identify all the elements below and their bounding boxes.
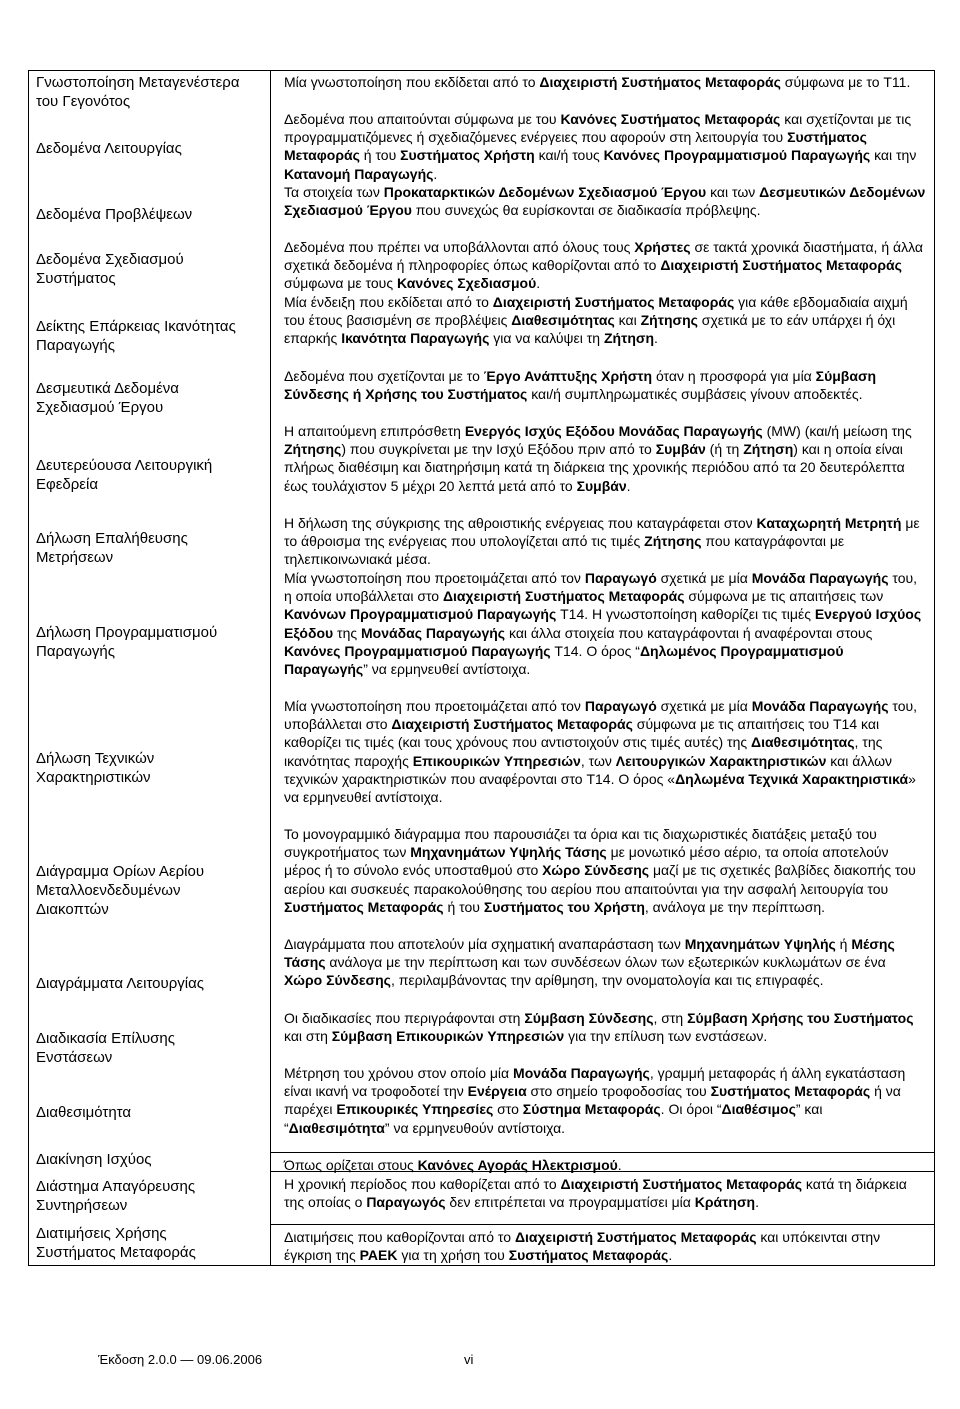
defined-term: Σύμβαση Χρήσης του Συστήματος	[687, 1010, 914, 1026]
definition-text: με το άθροισμα της ενέργειας που υπολογίζεται από τις τιμές	[284, 515, 920, 550]
glossary-term: Διάγραμμα Ορίων Αερίου Μεταλλοενδεδυμένων Διακοπτών	[36, 863, 205, 918]
definition-text: για να καλύψει τη	[489, 330, 604, 347]
definition-text: ανάλογα με την περίπτωση και των συνδέσεων όλων των εξωτερικών κυκλωμάτων σε ένα	[325, 954, 886, 971]
definition-text: , στη	[653, 1010, 688, 1026]
definition-text: Το μονογραμμικό διάγραμμα που παρουσιάζει τα όρια και τις διαχωριστικές διατάξεις μεταξύ του συγκροτήματος των	[284, 826, 877, 861]
definition-text: Η απαιτούμενη επιπρόσθετη	[284, 423, 465, 439]
defined-term: Δηλωμένος Προγραμματισμού Παραγωγής	[284, 642, 844, 678]
defined-term: Συστήματος Μεταφοράς	[284, 898, 444, 915]
defined-term: Συμβάν	[655, 441, 706, 458]
defined-term: Χώρο Σύνδεσης	[284, 972, 391, 989]
definition-text: Η χρονική περίοδος που καθορίζεται από το	[284, 1176, 561, 1192]
defined-term: Ζήτησης	[644, 533, 702, 550]
defined-term: Σύμβαση Σύνδεσης	[524, 1010, 654, 1026]
glossary-term: Διατιμήσεις Χρήσης Συστήματος Μεταφοράς	[36, 1225, 196, 1261]
glossary-term: Δεδομένα Προβλέψεων	[36, 206, 193, 223]
definition-text: Μία γνωστοποίηση που εκδίδεται από το	[284, 74, 540, 90]
glossary-definition	[284, 183, 926, 219]
definition-text: Δεδομένα που σχετίζονται με το	[284, 368, 484, 384]
definition-text: ) και η οποία είναι πλήρως διαθέσιμη και διατηρήσιμη κατά τη διάρκεια της χρονικής περιόδου από τα 20 δευτερόλεπτα έως τουλάχιστον 5 μέχρι 20 λεπτά μετά από το	[284, 441, 905, 494]
defined-term: Ζήτηση	[603, 330, 655, 347]
defined-term: Ζήτησης	[640, 312, 698, 329]
definition-text: (ή τη	[705, 441, 744, 458]
definition-text: σχετικά με μία	[656, 570, 752, 586]
definition-text: για την επίλυση των ενστάσεων.	[564, 1028, 768, 1045]
definition-text: .	[755, 1194, 759, 1211]
defined-term: Διαθεσιμότητας	[511, 312, 615, 329]
glossary-term: Διαγράμματα Λειτουργίας	[36, 975, 204, 992]
glossary-definition	[284, 1064, 926, 1137]
definition-text: και/ή συμπληρωματικές συμβάσεις γίνουν αποδεκτές.	[527, 386, 863, 403]
column-divider	[270, 70, 271, 1266]
definition-text: ή να παρέχει	[284, 1083, 901, 1118]
definition-text: .	[433, 165, 438, 182]
glossary-definition	[284, 569, 926, 678]
definition-text: . Οι όροι “	[660, 1101, 722, 1118]
definition-text: σε τακτά χρονικά διαστήματα, ή άλλα σχετικά δεδομένα ή πληροφορίες όπως καθορίζονται από το	[284, 239, 923, 274]
defined-term: Διαχειριστή Συστήματος Μεταφοράς	[391, 716, 633, 733]
defined-term: Ενεργού Ισχύος Εξόδου	[284, 606, 922, 641]
glossary-term: Δήλωση Επαλήθευσης Μετρήσεων	[36, 530, 188, 566]
definition-text: ” και “	[284, 1101, 823, 1136]
defined-term: Διαχειριστή Συστήματος Μεταφοράς	[660, 257, 902, 274]
definition-text: και/ή τους	[534, 147, 604, 164]
definition-text: κατά τη διάρκεια της οποίας ο	[284, 1176, 907, 1211]
definition-text: και των	[706, 184, 760, 200]
definition-text: , της ικανότητας παροχής	[284, 734, 883, 769]
definition-text: με μονωτικό μέσο αέριο, τα οποία αποτελούν μέρος ή το σύνολο ενός υποσταθμού στο	[284, 844, 889, 879]
defined-term: Συμβάν	[576, 477, 627, 494]
defined-term: Επικουρικές Υπηρεσίες	[336, 1101, 494, 1118]
defined-term: Καταχωρητή Μετρητή	[756, 515, 902, 531]
glossary-definition	[284, 1156, 926, 1174]
definition-text: , περιλαμβάνοντας την αρίθμηση, την ονοματολογία και τις επιγραφές.	[390, 972, 824, 989]
defined-term: Χώρο Σύνδεσης	[542, 862, 650, 879]
defined-term: Παραγωγός	[366, 1194, 446, 1211]
definition-text: Οι διαδικασίες που περιγράφονται στη	[284, 1010, 525, 1026]
definition-text: T14. Η γνωστοποίηση καθορίζει τις τιμές	[556, 606, 815, 623]
glossary-definition	[284, 73, 926, 91]
glossary-term: Δήλωση Τεχνικών Χαρακτηριστικών	[36, 750, 155, 786]
glossary-term: Γνωστοποίηση Μεταγενέστερα του Γεγονότος	[36, 74, 240, 110]
glossary-term: Διακίνηση Ισχύος	[36, 1151, 152, 1168]
defined-term: Δεσμευτικών Δεδομένων Σχεδιασμού Έργου	[284, 184, 926, 219]
definition-text: για κάθε εβδομαδιαία αιχμή του έτους βασισμένη σε προβλέψεις	[284, 294, 908, 329]
glossary-term: Δεσμευτικά Δεδομένα Σχεδιασμού Έργου	[36, 380, 179, 416]
definition-text: , ανάλογα με την περίπτωση.	[644, 898, 826, 915]
glossary-term: Δήλωση Προγραμματισμού Παραγωγής	[36, 624, 218, 660]
row-separator	[271, 1152, 934, 1153]
defined-term: ΡΑΕΚ	[359, 1247, 398, 1264]
definition-text: Μία ένδειξη που εκδίδεται από το	[284, 294, 493, 310]
defined-term: Διαθεσιμότητας	[751, 734, 855, 751]
defined-term: Σύμβαση Επικουρικών Υπηρεσιών	[331, 1028, 565, 1045]
definition-text: (MW) (και/ή μείωση της	[762, 423, 912, 439]
defined-term: Κανόνες Προγραμματισμού Παραγωγής	[603, 147, 871, 164]
definition-text: και υπόκεινται στην έγκριση της	[284, 1229, 881, 1264]
definition-text: Διαγράμματα που αποτελούν μία σχηματική αναπαράσταση των	[284, 936, 685, 952]
defined-term: Διαθέσιμος	[721, 1101, 796, 1118]
defined-term: Διαχειριστή Συστήματος Μεταφοράς	[492, 294, 735, 310]
definition-text: Μία γνωστοποίηση που προετοιμάζεται από τον	[284, 698, 585, 714]
glossary-definition	[284, 110, 926, 183]
defined-term: Κανόνες Σχεδιασμού	[396, 275, 537, 292]
defined-term: Μηχανημάτων Υψηλής Τάσης	[410, 844, 607, 861]
defined-term: Διαχειριστή Συστήματος Μεταφοράς	[514, 1229, 757, 1245]
defined-term: Κανόνες Προγραμματισμού Παραγωγής	[284, 642, 551, 659]
defined-term: Μηχανημάτων Υψηλής	[684, 936, 836, 952]
defined-term: Ζήτηση	[743, 441, 794, 458]
definition-text: Μία γνωστοποίηση που προετοιμάζεται από τον	[284, 570, 585, 586]
glossary-definition	[284, 238, 926, 293]
defined-term: Συστήματος Μεταφοράς	[508, 1247, 669, 1264]
defined-term: Κανόνες Συστήματος Μεταφοράς	[560, 111, 781, 127]
definition-text: ) που συγκρίνεται με την Ισχύ Εξόδου πριν από το	[341, 441, 656, 458]
defined-term: Προκαταρκτικών Δεδομένων Σχεδιασμού Έργου	[383, 184, 707, 200]
definition-text: σχετικά με το εάν υπάρχει ή όχι επαρκής	[284, 312, 896, 347]
glossary-definition	[284, 367, 926, 403]
definition-text: στο σημείο τροφοδοσίας του	[526, 1083, 711, 1100]
definition-text: .	[654, 330, 658, 347]
definition-text: για τη χρήση του	[397, 1247, 509, 1264]
glossary-term: Διαθεσιμότητα	[36, 1104, 132, 1121]
definition-text: και την	[870, 147, 917, 164]
definition-text: ” να ερμηνευθούν αντίστοιχα.	[384, 1119, 566, 1136]
definition-text: που καταγράφονται με τηλεπικοινωνιακά μέσα.	[284, 533, 845, 568]
definition-text: και άλλα στοιχεία που καταγράφονται ή αναφέρονται στους	[505, 624, 873, 641]
definition-text: ή του	[443, 898, 484, 915]
defined-term: Διαχειριστή Συστήματος Μεταφοράς	[442, 588, 685, 605]
definition-text: Δεδομένα που πρέπει να υποβάλλονται από όλους τους	[284, 239, 635, 255]
definition-text: » να ερμηνευθεί αντίστοιχα.	[284, 770, 916, 806]
definition-text: ή του	[359, 147, 401, 164]
defined-term: Παραγωγό	[584, 698, 657, 714]
defined-term: Συστήματος Χρήστη	[400, 147, 535, 164]
defined-term: Χρήστες	[634, 239, 691, 255]
defined-term: Σύμβαση Σύνδεσης ή Χρήσης του Συστήματος	[284, 368, 877, 403]
defined-term: Ενεργός Ισχύς Εξόδου Μονάδας Παραγωγής	[464, 423, 763, 439]
glossary-definition	[284, 935, 926, 990]
definition-text: .	[668, 1247, 673, 1264]
definition-text: που συνεχώς θα ευρίσκονται σε διαδικασία πρόβλεψης.	[411, 202, 761, 219]
definition-text: μαζί με τις σχετικές βαλβίδες διακοπής του αερίου και συσκευές παρακολούθησης του αερίου που απαιτούνται για την ασφαλή λειτουργία του	[284, 862, 916, 897]
definition-text: όταν η προσφορά για μία	[652, 368, 816, 384]
definition-text: .	[626, 477, 631, 494]
glossary-term: Δεδομένα Λειτουργίας	[36, 140, 182, 157]
glossary-definition	[284, 1228, 926, 1264]
definition-text: .	[536, 275, 541, 292]
definition-text: Διατιμήσεις που καθορίζονται από το	[284, 1229, 515, 1245]
defined-term: Ζήτησης	[284, 441, 342, 458]
definition-text: του, η οποία υποβάλλεται στο	[284, 570, 918, 605]
definition-text: Η δήλωση της σύγκρισης της αθροιστικής ενέργειας που καταγράφεται στον	[284, 515, 757, 531]
defined-term: Κανόνων Προγραμματισμού Παραγωγής	[284, 606, 557, 623]
defined-term: Συστήματος Μεταφοράς	[284, 129, 867, 164]
row-separator	[271, 1224, 934, 1225]
glossary-definition	[284, 697, 926, 806]
definition-text: Δεδομένα που απαιτούνται σύμφωνα με του	[284, 111, 561, 127]
defined-term: Λειτουργικών Χαρακτηριστικών	[615, 752, 827, 769]
defined-term: Μονάδας Παραγωγής	[361, 624, 506, 641]
definition-text: δεν επιτρέπεται να προγραμματίσει μία	[445, 1194, 695, 1211]
glossary-term: Δείκτης Επάρκειας Ικανότητας Παραγωγής	[36, 318, 236, 354]
defined-term: Σύστημα Μεταφοράς	[522, 1101, 661, 1118]
defined-term: Δηλωμένα Τεχνικά Χαρακτηριστικά	[675, 770, 909, 787]
defined-term: Παραγωγό	[584, 570, 657, 586]
glossary-term: Δευτερεύουσα Λειτουργική Εφεδρεία	[36, 457, 213, 493]
definition-text: , γραμμή μεταφοράς ή άλλη εγκατάσταση είναι ικανή να τροφοδοτεί την	[284, 1065, 906, 1100]
definition-text: σχετικά με μία	[656, 698, 752, 714]
page-number: vi	[464, 1352, 474, 1367]
definition-text: , των	[580, 752, 616, 769]
definition-text: του, υποβάλλεται στο	[284, 698, 918, 733]
defined-term: Κανόνες Αγοράς Ηλεκτρισμού	[417, 1157, 618, 1173]
defined-term: Μονάδα Παραγωγής	[513, 1065, 650, 1081]
glossary-definition	[284, 422, 926, 495]
glossary-definition	[284, 825, 926, 916]
definition-text: ” να ερμηνευθεί αντίστοιχα.	[363, 661, 531, 678]
definition-text: Μέτρηση του χρόνου στον οποίο μία	[284, 1065, 514, 1081]
defined-term: Ικανότητα Παραγωγής	[341, 330, 490, 347]
defined-term: Συστήματος του Χρήστη	[483, 898, 645, 915]
definition-text: Όπως ορίζεται στους	[284, 1157, 418, 1173]
definition-text: T14. Ο όρος “	[550, 642, 640, 659]
defined-term: Διαχειριστή Συστήματος Μεταφοράς	[560, 1176, 803, 1192]
definition-text: της	[333, 624, 361, 641]
glossary-definition	[284, 293, 926, 348]
defined-term: Ενέργεια	[467, 1083, 527, 1100]
glossary-term: Διάστημα Απαγόρευσης Συντηρήσεων	[36, 1178, 196, 1214]
defined-term: Μονάδα Παραγωγής	[751, 570, 889, 586]
definition-text: και άλλων τεχνικών χαρακτηριστικών που αναφέρονται στο T14. Ο όρος «	[284, 752, 893, 787]
definition-text: και σχετίζονται με τις προγραμματιζόμενες ή σχεδιαζόμενες ενέργειες που αφορούν στη λειτουργία του	[284, 111, 912, 146]
glossary-term: Δεδομένα Σχεδιασμού Συστήματος	[36, 251, 184, 287]
defined-term: Κατανομή Παραγωγής	[284, 165, 434, 182]
defined-term: Επικουρικών Υπηρεσιών	[412, 752, 581, 769]
definition-text: σύμφωνα με το T11.	[780, 74, 911, 90]
definition-text: και στη	[284, 1028, 332, 1045]
defined-term: Κράτηση	[694, 1194, 756, 1211]
defined-term: Έργο Ανάπτυξης Χρήστη	[483, 368, 653, 384]
definition-text: στο	[493, 1101, 523, 1118]
definition-text: .	[617, 1157, 622, 1173]
glossary-definition	[284, 514, 926, 569]
defined-term: Μέσης Τάσης	[284, 936, 895, 971]
defined-term: Διαθεσιμότητα	[288, 1119, 385, 1136]
definition-text: σύμφωνα με τις απαιτήσεις των	[684, 588, 884, 605]
glossary-definition	[284, 1009, 926, 1045]
defined-term: Διαχειριστή Συστήματος Μεταφοράς	[539, 74, 781, 90]
definition-text: σύμφωνα με τις απαιτήσεις του T14 και καθορίζει τις τιμές (και τους χρόνους που αντιστοιχούν στις τιμές αυτές) της	[284, 716, 880, 751]
defined-term: Μονάδα Παραγωγής	[751, 698, 889, 714]
glossary-term: Διαδικασία Επίλυσης Ενστάσεων	[36, 1030, 175, 1066]
footer-version: Έκδοση 2.0.0 — 09.06.2006	[98, 1352, 263, 1367]
definition-text: Τα στοιχεία των	[284, 184, 384, 200]
definition-text: και	[614, 312, 641, 329]
glossary-definition	[284, 1175, 926, 1211]
definition-text: ή	[835, 936, 852, 952]
defined-term: Συστήματος Μεταφοράς	[710, 1083, 871, 1100]
definition-text: σύμφωνα με τους	[284, 275, 397, 292]
